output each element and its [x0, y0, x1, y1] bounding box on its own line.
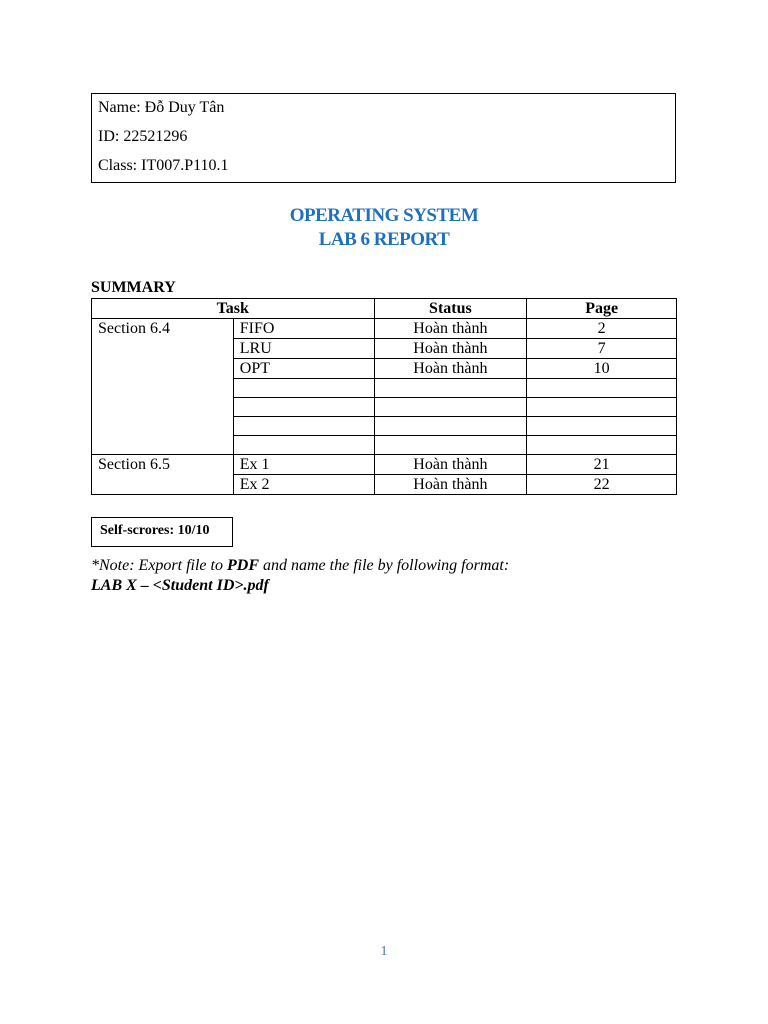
task-cell: OPT	[233, 359, 374, 379]
task-cell: Ex 1	[233, 455, 374, 475]
student-class: Class: IT007.P110.1	[98, 157, 229, 174]
report-title-line2: LAB 6 REPORT	[318, 229, 450, 250]
task-cell: FIFO	[233, 319, 374, 339]
task-cell	[233, 398, 374, 417]
export-note	[91, 556, 509, 596]
page-cell: 2	[527, 319, 677, 339]
status-cell: Hoàn thành	[374, 475, 527, 495]
task-cell	[233, 436, 374, 455]
page-number: 1	[380, 944, 388, 959]
status-cell	[374, 398, 527, 417]
page-cell	[527, 436, 677, 455]
task-cell	[233, 379, 374, 398]
page-cell: 10	[527, 359, 677, 379]
summary-heading: SUMMARY	[91, 279, 176, 296]
page-cell	[527, 379, 677, 398]
student-name: Name: Đỗ Duy Tân	[98, 99, 225, 116]
section-name: Section 6.5	[92, 455, 234, 495]
page-cell: 7	[527, 339, 677, 359]
self-score-box: Self-scrores: 10/10	[91, 517, 233, 547]
page-cell	[527, 398, 677, 417]
status-cell	[374, 436, 527, 455]
section-name: Section 6.4	[92, 319, 234, 455]
summary-table	[91, 298, 677, 495]
table-row	[92, 455, 677, 475]
student-id: ID: 22521296	[98, 128, 188, 145]
report-title-line1: OPERATING SYSTEM	[289, 205, 479, 226]
note-text-2: and name the file by following format:	[258, 557, 510, 574]
header-page: Page	[527, 299, 677, 319]
task-cell: LRU	[233, 339, 374, 359]
student-info-box	[91, 93, 676, 183]
header-status: Status	[374, 299, 527, 319]
status-cell: Hoàn thành	[374, 359, 527, 379]
note-text-1: *Note: Export file to	[91, 557, 227, 574]
header-task: Task	[92, 299, 375, 319]
page-cell	[527, 417, 677, 436]
task-cell	[233, 417, 374, 436]
status-cell: Hoàn thành	[374, 455, 527, 475]
note-filename-format: LAB X – <Student ID>.pdf	[91, 577, 269, 594]
status-cell	[374, 379, 527, 398]
page-cell: 22	[527, 475, 677, 495]
table-row	[92, 319, 677, 339]
page-cell: 21	[527, 455, 677, 475]
note-pdf-bold: PDF	[226, 557, 259, 574]
table-header-row	[92, 299, 677, 319]
status-cell	[374, 417, 527, 436]
status-cell: Hoàn thành	[374, 319, 527, 339]
task-cell: Ex 2	[233, 475, 374, 495]
status-cell: Hoàn thành	[374, 339, 527, 359]
